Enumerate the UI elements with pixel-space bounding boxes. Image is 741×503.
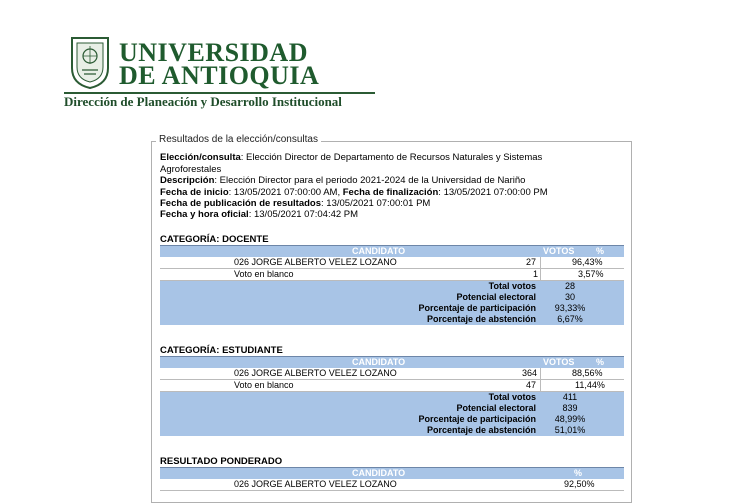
descripcion-value: : Elección Director para el periodo 2021-2024 de la Universidad de Nariño (214, 175, 526, 186)
ponderado-header-row (160, 468, 624, 479)
table-row (160, 269, 624, 281)
col-pct: % (596, 246, 605, 256)
col-pct: % (574, 468, 583, 478)
department-subtitle: Dirección de Planeación y Desarrollo Institucional (64, 94, 342, 109)
estudiante-table (160, 357, 624, 436)
candidate-votes: 27 (526, 257, 537, 267)
potencial-label: Potencial electoral (456, 403, 536, 413)
candidate-name: 026 JORGE ALBERTO VELEZ LOZANO (234, 479, 397, 489)
university-name-line2: DE ANTIOQUIA (119, 61, 320, 90)
col-candidato: CANDIDATO (352, 246, 406, 256)
university-seal-icon (68, 34, 112, 90)
eleccion-value: : Elección Director de Departamento de Recursos Naturales y Sistemas (240, 152, 543, 163)
participacion-value: 93,33% (554, 303, 586, 313)
candidate-pct: 92,50% (564, 479, 595, 489)
participacion-label: Porcentaje de participación (418, 414, 536, 424)
col-candidato: CANDIDATO (352, 468, 406, 478)
candidate-pct: 3,57% (578, 269, 604, 279)
total-votos-value: 411 (562, 392, 578, 402)
table-row (160, 380, 624, 392)
abstencion-label: Porcentaje de abstención (426, 314, 536, 324)
participacion-label: Porcentaje de participación (418, 303, 536, 313)
eleccion-line (160, 152, 542, 164)
potencial-value: 30 (564, 292, 575, 302)
descripcion-label: Descripción (160, 175, 215, 186)
candidate-votes: 364 (522, 368, 538, 378)
oficial-label: Fecha y hora oficial (160, 209, 249, 220)
abstencion-value: 51,01% (554, 425, 586, 435)
col-pct: % (596, 357, 605, 367)
ponderado-title: RESULTADO PONDERADO (160, 456, 283, 467)
candidate-votes: 47 (526, 380, 537, 390)
table-row (160, 368, 624, 380)
candidate-name: 026 JORGE ALBERTO VELEZ LOZANO (234, 368, 397, 378)
candidate-name: Voto en blanco (234, 269, 294, 279)
fin-label: Fecha de finalización (342, 187, 439, 198)
candidate-name: 026 JORGE ALBERTO VELEZ LOZANO (234, 257, 397, 267)
col-votos: VOTOS (543, 246, 575, 256)
candidate-votes: 1 (533, 269, 539, 279)
docente-header-row (160, 246, 624, 257)
table-row (160, 479, 624, 491)
total-votos-label: Total votos (488, 392, 536, 402)
panel-legend: Resultados de la elección/consultas (156, 134, 321, 145)
total-votos-value: 28 (564, 281, 575, 291)
total-votos-label: Total votos (488, 281, 536, 291)
candidate-pct: 11,44% (575, 380, 605, 390)
inicio-value: : 13/05/2021 07:00:00 AM, (228, 187, 341, 198)
publicacion-label: Fecha de publicación de resultados (160, 198, 322, 209)
inicio-label: Fecha de inicio (160, 187, 229, 198)
eleccion-label: Elección/consulta (160, 152, 241, 163)
participacion-value: 48,99% (554, 414, 586, 424)
eleccion-line-2: Agroforestales (160, 164, 222, 175)
col-votos: VOTOS (543, 357, 575, 367)
docente-totals (160, 281, 624, 325)
docente-title: CATEGORÍA: DOCENTE (160, 234, 269, 245)
fin-value: : 13/05/2021 07:00:00 PM (438, 187, 548, 198)
university-name-line1: UNIVERSIDAD (119, 38, 308, 67)
col-candidato: CANDIDATO (352, 357, 406, 367)
abstencion-label: Porcentaje de abstención (426, 425, 536, 435)
ponderado-table (160, 468, 624, 491)
candidate-pct: 88,56% (572, 368, 603, 378)
candidate-pct: 96,43% (572, 257, 603, 267)
publicacion-value: : 13/05/2021 07:00:01 PM (321, 198, 431, 209)
potencial-label: Potencial electoral (456, 292, 536, 302)
estudiante-title: CATEGORÍA: ESTUDIANTE (160, 345, 283, 356)
descripcion-line (160, 175, 525, 187)
estudiante-header-row (160, 357, 624, 368)
docente-table (160, 246, 624, 325)
estudiante-totals (160, 392, 624, 436)
potencial-value: 839 (562, 403, 578, 413)
abstencion-value: 6,67% (557, 314, 583, 324)
oficial-value: : 13/05/2021 07:04:42 PM (248, 209, 359, 220)
table-row (160, 257, 624, 269)
candidate-name: Voto en blanco (234, 380, 294, 390)
oficial-line (160, 209, 358, 221)
